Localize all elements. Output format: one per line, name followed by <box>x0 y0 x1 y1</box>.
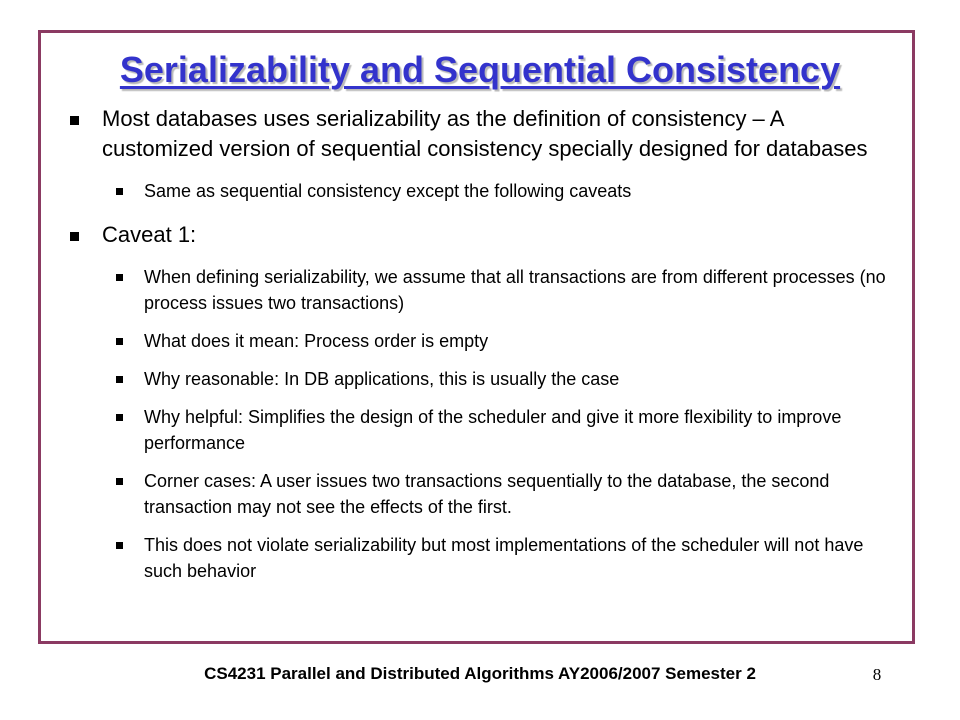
square-bullet-icon <box>116 542 123 549</box>
sub-bullet-text: What does it mean: Process order is empty <box>144 331 489 351</box>
sub-bullet-item-meaning <box>66 328 896 354</box>
square-bullet-icon <box>116 376 123 383</box>
sub-bullet-item-definition <box>66 264 896 316</box>
sub-bullet-item-caveats <box>66 178 896 204</box>
square-bullet-icon <box>116 188 123 195</box>
page-number: 8 <box>872 665 882 684</box>
sub-bullet-text: Same as sequential consistency except the following caveats <box>144 181 632 201</box>
square-bullet-icon <box>116 274 123 281</box>
square-bullet-icon <box>116 414 123 421</box>
slide-footer: CS4231 Parallel and Distributed Algorithms AY2006/2007 Semester 2 <box>204 664 756 683</box>
bullet-item-databases <box>66 104 896 164</box>
square-bullet-icon <box>116 478 123 485</box>
sub-bullet-item-violation <box>66 532 896 584</box>
square-bullet-icon <box>70 116 79 125</box>
bullet-text: Caveat 1: <box>102 222 197 247</box>
sub-bullet-text: When defining serializability, we assume that all transactions are from different processes (no process issues two transactions) <box>144 267 886 313</box>
bullet-text: Most databases uses serializability as the definition of consistency – A customized version of sequential consistency specially designed for databases <box>102 106 868 161</box>
square-bullet-icon <box>70 232 79 241</box>
square-bullet-icon <box>116 338 123 345</box>
sub-bullet-item-reasonable <box>66 366 896 392</box>
sub-bullet-item-helpful <box>66 404 896 456</box>
slide-title: Serializability and Sequential Consistency <box>119 49 841 90</box>
sub-bullet-text: This does not violate serializability but most implementations of the scheduler will not have such behavior <box>144 535 864 581</box>
sub-bullet-item-corner-cases <box>66 468 896 520</box>
bullet-item-caveat-1 <box>66 220 896 250</box>
bullet-list <box>66 104 896 584</box>
sub-bullet-text: Why reasonable: In DB applications, this is usually the case <box>144 369 620 389</box>
sub-bullet-text: Corner cases: A user issues two transactions sequentially to the database, the second transaction may not see the effects of the first. <box>144 471 830 517</box>
sub-bullet-text: Why helpful: Simplifies the design of the scheduler and give it more flexibility to improve performance <box>144 407 842 453</box>
